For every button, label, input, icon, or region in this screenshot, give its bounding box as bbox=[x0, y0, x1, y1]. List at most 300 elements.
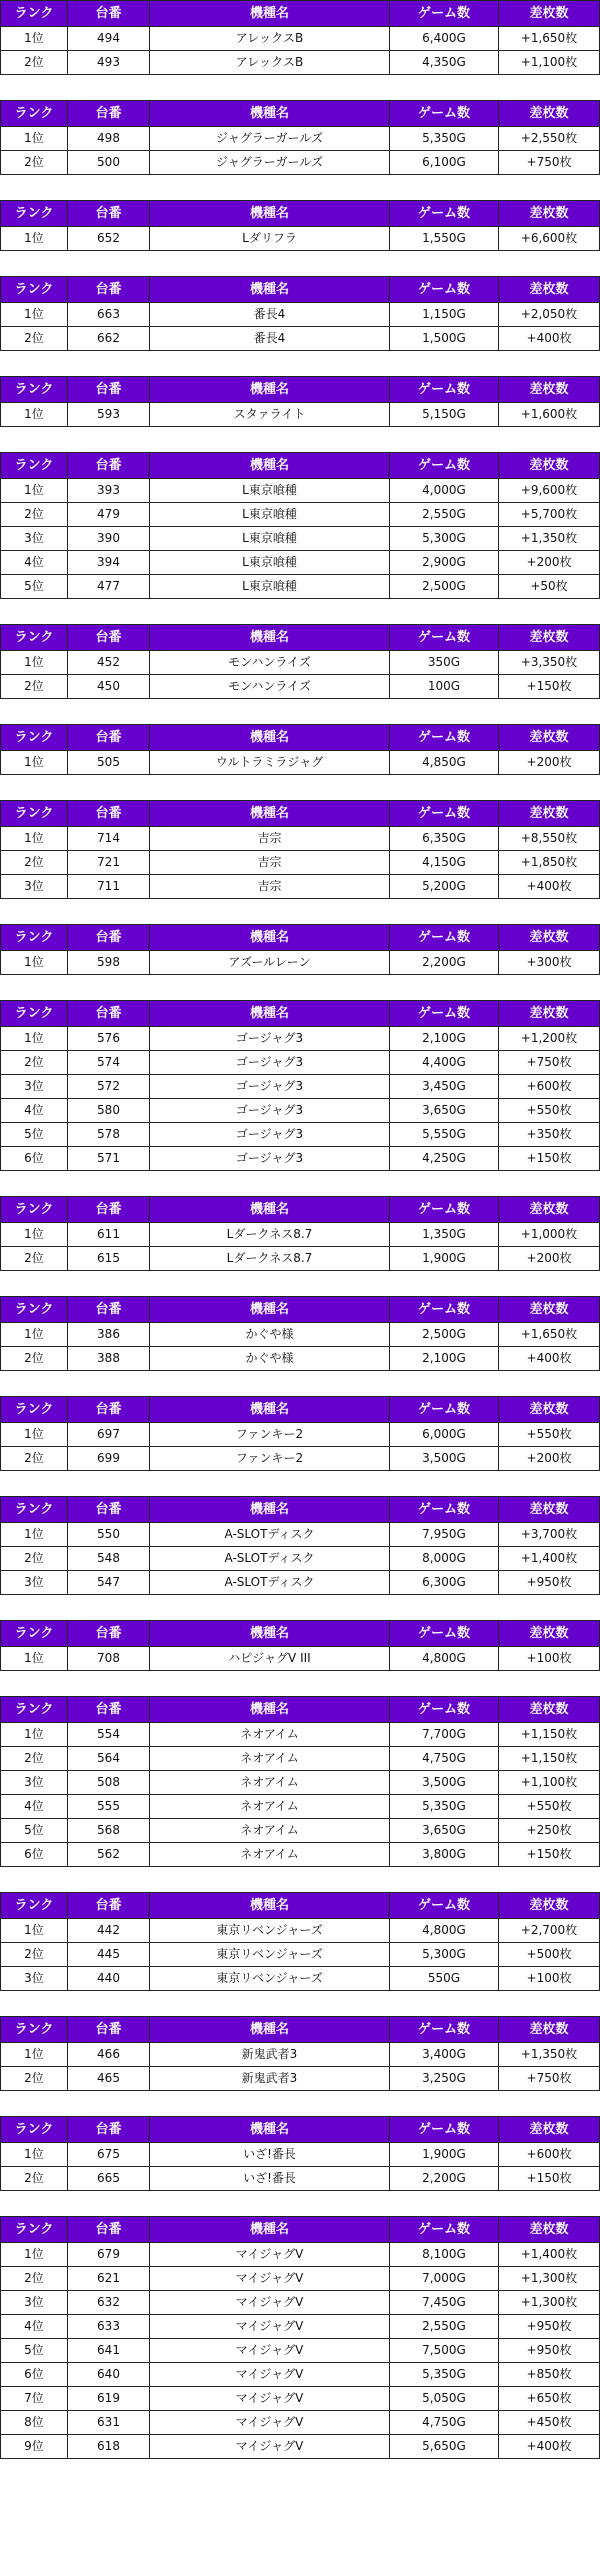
header-machine-name: 機種名 bbox=[150, 2017, 390, 2043]
cell-diff: +750枚 bbox=[499, 2067, 600, 2091]
cell-machine-name: ネオアイム bbox=[150, 1747, 390, 1771]
cell-diff: +950枚 bbox=[499, 2339, 600, 2363]
cell-games: 8,100G bbox=[390, 2243, 499, 2267]
table-header-row bbox=[1, 1497, 600, 1523]
table-row bbox=[1, 51, 600, 75]
header-number: 台番 bbox=[68, 277, 150, 303]
cell-diff: +1,150枚 bbox=[499, 1723, 600, 1747]
header-rank: ランク bbox=[1, 453, 68, 479]
ranking-table bbox=[0, 1496, 600, 1595]
table-row bbox=[1, 2043, 600, 2067]
header-machine-name: 機種名 bbox=[150, 1497, 390, 1523]
cell-number: 498 bbox=[68, 127, 150, 151]
cell-number: 632 bbox=[68, 2291, 150, 2315]
table-row bbox=[1, 1027, 600, 1051]
table-header-row bbox=[1, 2117, 600, 2143]
cell-games: 2,100G bbox=[390, 1027, 499, 1051]
cell-rank: 2位 bbox=[1, 51, 68, 75]
cell-rank: 2位 bbox=[1, 1747, 68, 1771]
header-games: ゲーム数 bbox=[390, 277, 499, 303]
table-row bbox=[1, 1051, 600, 1075]
cell-machine-name: マイジャグV bbox=[150, 2363, 390, 2387]
cell-rank: 1位 bbox=[1, 2143, 68, 2167]
table-header-row bbox=[1, 925, 600, 951]
header-rank: ランク bbox=[1, 1621, 68, 1647]
cell-diff: +1,100枚 bbox=[499, 51, 600, 75]
cell-rank: 5位 bbox=[1, 1123, 68, 1147]
table-row bbox=[1, 327, 600, 351]
header-diff: 差枚数 bbox=[499, 1397, 600, 1423]
cell-games: 6,350G bbox=[390, 827, 499, 851]
header-number: 台番 bbox=[68, 1397, 150, 1423]
table-row bbox=[1, 2167, 600, 2191]
table-row bbox=[1, 1323, 600, 1347]
header-games: ゲーム数 bbox=[390, 725, 499, 751]
table-row bbox=[1, 1247, 600, 1271]
cell-games: 5,350G bbox=[390, 127, 499, 151]
header-machine-name: 機種名 bbox=[150, 201, 390, 227]
header-diff: 差枚数 bbox=[499, 277, 600, 303]
cell-diff: +400枚 bbox=[499, 875, 600, 899]
ranking-table bbox=[0, 0, 600, 75]
header-rank: ランク bbox=[1, 801, 68, 827]
cell-rank: 6位 bbox=[1, 2363, 68, 2387]
cell-rank: 1位 bbox=[1, 2243, 68, 2267]
cell-machine-name: 吉宗 bbox=[150, 851, 390, 875]
ranking-table bbox=[0, 1000, 600, 1171]
cell-number: 440 bbox=[68, 1967, 150, 1991]
cell-machine-name: ゴージャグ3 bbox=[150, 1123, 390, 1147]
header-machine-name: 機種名 bbox=[150, 2117, 390, 2143]
cell-machine-name: ウルトラミラジャグ bbox=[150, 751, 390, 775]
table-row bbox=[1, 2143, 600, 2167]
table-row bbox=[1, 1943, 600, 1967]
cell-machine-name: 新鬼武者3 bbox=[150, 2043, 390, 2067]
cell-games: 2,500G bbox=[390, 1323, 499, 1347]
header-diff: 差枚数 bbox=[499, 2217, 600, 2243]
cell-rank: 3位 bbox=[1, 1075, 68, 1099]
header-diff: 差枚数 bbox=[499, 1497, 600, 1523]
header-number: 台番 bbox=[68, 377, 150, 403]
cell-machine-name: 東京リベンジャーズ bbox=[150, 1943, 390, 1967]
table-row bbox=[1, 2411, 600, 2435]
table-header-row bbox=[1, 625, 600, 651]
cell-games: 4,000G bbox=[390, 479, 499, 503]
cell-diff: +1,100枚 bbox=[499, 1771, 600, 1795]
cell-games: 3,650G bbox=[390, 1819, 499, 1843]
cell-diff: +750枚 bbox=[499, 1051, 600, 1075]
header-games: ゲーム数 bbox=[390, 2117, 499, 2143]
header-number: 台番 bbox=[68, 1497, 150, 1523]
cell-machine-name: 吉宗 bbox=[150, 875, 390, 899]
cell-games: 4,800G bbox=[390, 1919, 499, 1943]
ranking-table bbox=[0, 276, 600, 351]
ranking-table bbox=[0, 200, 600, 251]
cell-diff: +150枚 bbox=[499, 2167, 600, 2191]
header-number: 台番 bbox=[68, 925, 150, 951]
table-row bbox=[1, 527, 600, 551]
ranking-table bbox=[0, 924, 600, 975]
table-row bbox=[1, 1075, 600, 1099]
cell-rank: 2位 bbox=[1, 1247, 68, 1271]
cell-games: 6,300G bbox=[390, 1571, 499, 1595]
cell-number: 711 bbox=[68, 875, 150, 899]
cell-number: 500 bbox=[68, 151, 150, 175]
cell-games: 3,400G bbox=[390, 2043, 499, 2067]
cell-diff: +1,150枚 bbox=[499, 1747, 600, 1771]
cell-diff: +1,300枚 bbox=[499, 2291, 600, 2315]
cell-number: 390 bbox=[68, 527, 150, 551]
cell-number: 721 bbox=[68, 851, 150, 875]
cell-machine-name: L東京喰種 bbox=[150, 479, 390, 503]
cell-diff: +400枚 bbox=[499, 2435, 600, 2459]
header-games: ゲーム数 bbox=[390, 801, 499, 827]
table-row bbox=[1, 2435, 600, 2459]
cell-games: 1,900G bbox=[390, 1247, 499, 1271]
cell-diff: +8,550枚 bbox=[499, 827, 600, 851]
cell-machine-name: L東京喰種 bbox=[150, 503, 390, 527]
table-row bbox=[1, 1571, 600, 1595]
ranking-table bbox=[0, 1892, 600, 1991]
cell-rank: 7位 bbox=[1, 2387, 68, 2411]
header-number: 台番 bbox=[68, 1, 150, 27]
header-machine-name: 機種名 bbox=[150, 1001, 390, 1027]
cell-rank: 2位 bbox=[1, 1051, 68, 1075]
table-header-row bbox=[1, 1893, 600, 1919]
table-row bbox=[1, 2339, 600, 2363]
ranking-table bbox=[0, 1620, 600, 1671]
cell-machine-name: 東京リベンジャーズ bbox=[150, 1967, 390, 1991]
cell-rank: 1位 bbox=[1, 1523, 68, 1547]
cell-number: 593 bbox=[68, 403, 150, 427]
ranking-table bbox=[0, 1296, 600, 1371]
cell-games: 2,550G bbox=[390, 503, 499, 527]
cell-machine-name: マイジャグV bbox=[150, 2411, 390, 2435]
cell-number: 386 bbox=[68, 1323, 150, 1347]
cell-games: 2,200G bbox=[390, 951, 499, 975]
header-machine-name: 機種名 bbox=[150, 625, 390, 651]
table-row bbox=[1, 827, 600, 851]
cell-diff: +1,300枚 bbox=[499, 2267, 600, 2291]
header-number: 台番 bbox=[68, 2017, 150, 2043]
cell-machine-name: ゴージャグ3 bbox=[150, 1075, 390, 1099]
table-header-row bbox=[1, 1621, 600, 1647]
header-games: ゲーム数 bbox=[390, 925, 499, 951]
cell-games: 5,350G bbox=[390, 2363, 499, 2387]
cell-games: 5,150G bbox=[390, 403, 499, 427]
table-header-row bbox=[1, 1197, 600, 1223]
header-number: 台番 bbox=[68, 625, 150, 651]
header-number: 台番 bbox=[68, 1893, 150, 1919]
cell-games: 6,100G bbox=[390, 151, 499, 175]
cell-machine-name: ジャグラーガールズ bbox=[150, 151, 390, 175]
table-header-row bbox=[1, 2217, 600, 2243]
cell-machine-name: いざ!番長 bbox=[150, 2143, 390, 2167]
table-row bbox=[1, 875, 600, 899]
cell-games: 5,350G bbox=[390, 1795, 499, 1819]
header-number: 台番 bbox=[68, 2117, 150, 2143]
header-diff: 差枚数 bbox=[499, 1297, 600, 1323]
cell-diff: +2,550枚 bbox=[499, 127, 600, 151]
cell-games: 2,550G bbox=[390, 2315, 499, 2339]
header-rank: ランク bbox=[1, 277, 68, 303]
cell-number: 621 bbox=[68, 2267, 150, 2291]
cell-games: 2,900G bbox=[390, 551, 499, 575]
table-row bbox=[1, 2363, 600, 2387]
cell-number: 580 bbox=[68, 1099, 150, 1123]
header-number: 台番 bbox=[68, 1697, 150, 1723]
cell-games: 4,750G bbox=[390, 2411, 499, 2435]
table-row bbox=[1, 1819, 600, 1843]
ranking-table bbox=[0, 2216, 600, 2459]
cell-rank: 2位 bbox=[1, 675, 68, 699]
header-games: ゲーム数 bbox=[390, 1397, 499, 1423]
table-header-row bbox=[1, 1001, 600, 1027]
header-games: ゲーム数 bbox=[390, 1, 499, 27]
cell-number: 578 bbox=[68, 1123, 150, 1147]
table-row bbox=[1, 575, 600, 599]
cell-machine-name: L東京喰種 bbox=[150, 575, 390, 599]
cell-rank: 1位 bbox=[1, 827, 68, 851]
header-diff: 差枚数 bbox=[499, 1621, 600, 1647]
ranking-table bbox=[0, 376, 600, 427]
table-row bbox=[1, 303, 600, 327]
cell-machine-name: アズールレーン bbox=[150, 951, 390, 975]
cell-rank: 3位 bbox=[1, 1967, 68, 1991]
header-games: ゲーム数 bbox=[390, 2017, 499, 2043]
cell-machine-name: ファンキー2 bbox=[150, 1447, 390, 1471]
table-row bbox=[1, 1423, 600, 1447]
table-row bbox=[1, 1919, 600, 1943]
table-row bbox=[1, 951, 600, 975]
cell-games: 3,450G bbox=[390, 1075, 499, 1099]
cell-rank: 4位 bbox=[1, 2315, 68, 2339]
cell-number: 550 bbox=[68, 1523, 150, 1547]
cell-machine-name: ネオアイム bbox=[150, 1843, 390, 1867]
cell-games: 3,500G bbox=[390, 1447, 499, 1471]
cell-machine-name: ネオアイム bbox=[150, 1771, 390, 1795]
cell-rank: 3位 bbox=[1, 875, 68, 899]
cell-rank: 3位 bbox=[1, 1571, 68, 1595]
table-row bbox=[1, 1347, 600, 1371]
cell-number: 618 bbox=[68, 2435, 150, 2459]
cell-games: 7,700G bbox=[390, 1723, 499, 1747]
cell-rank: 9位 bbox=[1, 2435, 68, 2459]
cell-diff: +200枚 bbox=[499, 751, 600, 775]
header-diff: 差枚数 bbox=[499, 101, 600, 127]
cell-machine-name: A-SLOTディスク bbox=[150, 1547, 390, 1571]
cell-number: 615 bbox=[68, 1247, 150, 1271]
cell-diff: +100枚 bbox=[499, 1967, 600, 1991]
cell-machine-name: 東京リベンジャーズ bbox=[150, 1919, 390, 1943]
table-row bbox=[1, 2067, 600, 2091]
header-rank: ランク bbox=[1, 625, 68, 651]
header-games: ゲーム数 bbox=[390, 1497, 499, 1523]
cell-diff: +1,000枚 bbox=[499, 1223, 600, 1247]
cell-games: 5,650G bbox=[390, 2435, 499, 2459]
header-number: 台番 bbox=[68, 801, 150, 827]
cell-diff: +200枚 bbox=[499, 1447, 600, 1471]
cell-number: 576 bbox=[68, 1027, 150, 1051]
table-row bbox=[1, 1447, 600, 1471]
cell-games: 3,500G bbox=[390, 1771, 499, 1795]
header-number: 台番 bbox=[68, 453, 150, 479]
header-games: ゲーム数 bbox=[390, 625, 499, 651]
table-row bbox=[1, 151, 600, 175]
cell-diff: +50枚 bbox=[499, 575, 600, 599]
table-header-row bbox=[1, 801, 600, 827]
cell-rank: 1位 bbox=[1, 951, 68, 975]
cell-rank: 1位 bbox=[1, 1223, 68, 1247]
cell-games: 7,450G bbox=[390, 2291, 499, 2315]
cell-rank: 1位 bbox=[1, 227, 68, 251]
cell-diff: +2,700枚 bbox=[499, 1919, 600, 1943]
ranking-table bbox=[0, 1696, 600, 1867]
cell-rank: 4位 bbox=[1, 1795, 68, 1819]
header-machine-name: 機種名 bbox=[150, 1621, 390, 1647]
header-diff: 差枚数 bbox=[499, 625, 600, 651]
cell-diff: +750枚 bbox=[499, 151, 600, 175]
cell-diff: +400枚 bbox=[499, 327, 600, 351]
cell-games: 1,500G bbox=[390, 327, 499, 351]
cell-diff: +850枚 bbox=[499, 2363, 600, 2387]
cell-rank: 1位 bbox=[1, 127, 68, 151]
cell-number: 442 bbox=[68, 1919, 150, 1943]
table-row bbox=[1, 1223, 600, 1247]
cell-rank: 5位 bbox=[1, 1819, 68, 1843]
cell-number: 662 bbox=[68, 327, 150, 351]
cell-rank: 5位 bbox=[1, 575, 68, 599]
header-number: 台番 bbox=[68, 2217, 150, 2243]
cell-games: 5,050G bbox=[390, 2387, 499, 2411]
cell-rank: 4位 bbox=[1, 1099, 68, 1123]
table-row bbox=[1, 551, 600, 575]
cell-diff: +6,600枚 bbox=[499, 227, 600, 251]
cell-diff: +1,350枚 bbox=[499, 2043, 600, 2067]
cell-rank: 6位 bbox=[1, 1147, 68, 1171]
table-row bbox=[1, 2291, 600, 2315]
table-header-row bbox=[1, 101, 600, 127]
table-row bbox=[1, 1647, 600, 1671]
cell-games: 1,350G bbox=[390, 1223, 499, 1247]
cell-number: 562 bbox=[68, 1843, 150, 1867]
cell-rank: 1位 bbox=[1, 479, 68, 503]
cell-diff: +950枚 bbox=[499, 1571, 600, 1595]
cell-number: 493 bbox=[68, 51, 150, 75]
header-rank: ランク bbox=[1, 1497, 68, 1523]
cell-rank: 2位 bbox=[1, 327, 68, 351]
cell-diff: +550枚 bbox=[499, 1795, 600, 1819]
cell-diff: +1,850枚 bbox=[499, 851, 600, 875]
ranking-table bbox=[0, 100, 600, 175]
cell-machine-name: 吉宗 bbox=[150, 827, 390, 851]
cell-number: 466 bbox=[68, 2043, 150, 2067]
header-diff: 差枚数 bbox=[499, 2117, 600, 2143]
cell-games: 5,550G bbox=[390, 1123, 499, 1147]
header-machine-name: 機種名 bbox=[150, 277, 390, 303]
cell-machine-name: ネオアイム bbox=[150, 1819, 390, 1843]
cell-diff: +3,700枚 bbox=[499, 1523, 600, 1547]
header-games: ゲーム数 bbox=[390, 101, 499, 127]
cell-diff: +5,700枚 bbox=[499, 503, 600, 527]
header-games: ゲーム数 bbox=[390, 2217, 499, 2243]
table-header-row bbox=[1, 377, 600, 403]
cell-games: 3,800G bbox=[390, 1843, 499, 1867]
cell-machine-name: 新鬼武者3 bbox=[150, 2067, 390, 2091]
ranking-table bbox=[0, 452, 600, 599]
cell-games: 4,250G bbox=[390, 1147, 499, 1171]
header-machine-name: 機種名 bbox=[150, 1197, 390, 1223]
cell-rank: 3位 bbox=[1, 1771, 68, 1795]
table-row bbox=[1, 1795, 600, 1819]
header-rank: ランク bbox=[1, 2017, 68, 2043]
cell-machine-name: ゴージャグ3 bbox=[150, 1051, 390, 1075]
header-diff: 差枚数 bbox=[499, 201, 600, 227]
header-diff: 差枚数 bbox=[499, 2017, 600, 2043]
cell-rank: 1位 bbox=[1, 1323, 68, 1347]
cell-machine-name: マイジャグV bbox=[150, 2291, 390, 2315]
header-machine-name: 機種名 bbox=[150, 1397, 390, 1423]
cell-diff: +1,650枚 bbox=[499, 27, 600, 51]
cell-games: 550G bbox=[390, 1967, 499, 1991]
cell-machine-name: いざ!番長 bbox=[150, 2167, 390, 2191]
header-diff: 差枚数 bbox=[499, 1197, 600, 1223]
header-number: 台番 bbox=[68, 725, 150, 751]
table-header-row bbox=[1, 1, 600, 27]
ranking-table bbox=[0, 1196, 600, 1271]
header-number: 台番 bbox=[68, 201, 150, 227]
header-machine-name: 機種名 bbox=[150, 1893, 390, 1919]
cell-rank: 1位 bbox=[1, 751, 68, 775]
table-row bbox=[1, 1147, 600, 1171]
cell-number: 505 bbox=[68, 751, 150, 775]
cell-number: 714 bbox=[68, 827, 150, 851]
header-machine-name: 機種名 bbox=[150, 725, 390, 751]
cell-rank: 2位 bbox=[1, 151, 68, 175]
header-number: 台番 bbox=[68, 1001, 150, 1027]
cell-rank: 2位 bbox=[1, 1547, 68, 1571]
ranking-table bbox=[0, 724, 600, 775]
cell-number: 555 bbox=[68, 1795, 150, 1819]
table-row bbox=[1, 1967, 600, 1991]
cell-rank: 3位 bbox=[1, 2291, 68, 2315]
header-rank: ランク bbox=[1, 201, 68, 227]
header-rank: ランク bbox=[1, 2117, 68, 2143]
cell-diff: +1,350枚 bbox=[499, 527, 600, 551]
header-diff: 差枚数 bbox=[499, 1697, 600, 1723]
ranking-table bbox=[0, 1396, 600, 1471]
cell-machine-name: スタァライト bbox=[150, 403, 390, 427]
cell-machine-name: ゴージャグ3 bbox=[150, 1147, 390, 1171]
cell-number: 631 bbox=[68, 2411, 150, 2435]
header-rank: ランク bbox=[1, 2217, 68, 2243]
cell-rank: 1位 bbox=[1, 1423, 68, 1447]
cell-rank: 2位 bbox=[1, 1943, 68, 1967]
cell-games: 2,100G bbox=[390, 1347, 499, 1371]
cell-machine-name: アレックスB bbox=[150, 27, 390, 51]
header-rank: ランク bbox=[1, 101, 68, 127]
cell-machine-name: ゴージャグ3 bbox=[150, 1027, 390, 1051]
cell-games: 1,900G bbox=[390, 2143, 499, 2167]
header-machine-name: 機種名 bbox=[150, 1297, 390, 1323]
cell-machine-name: ネオアイム bbox=[150, 1795, 390, 1819]
cell-number: 611 bbox=[68, 1223, 150, 1247]
cell-games: 3,650G bbox=[390, 1099, 499, 1123]
cell-diff: +650枚 bbox=[499, 2387, 600, 2411]
header-rank: ランク bbox=[1, 725, 68, 751]
cell-diff: +2,050枚 bbox=[499, 303, 600, 327]
cell-diff: +350枚 bbox=[499, 1123, 600, 1147]
